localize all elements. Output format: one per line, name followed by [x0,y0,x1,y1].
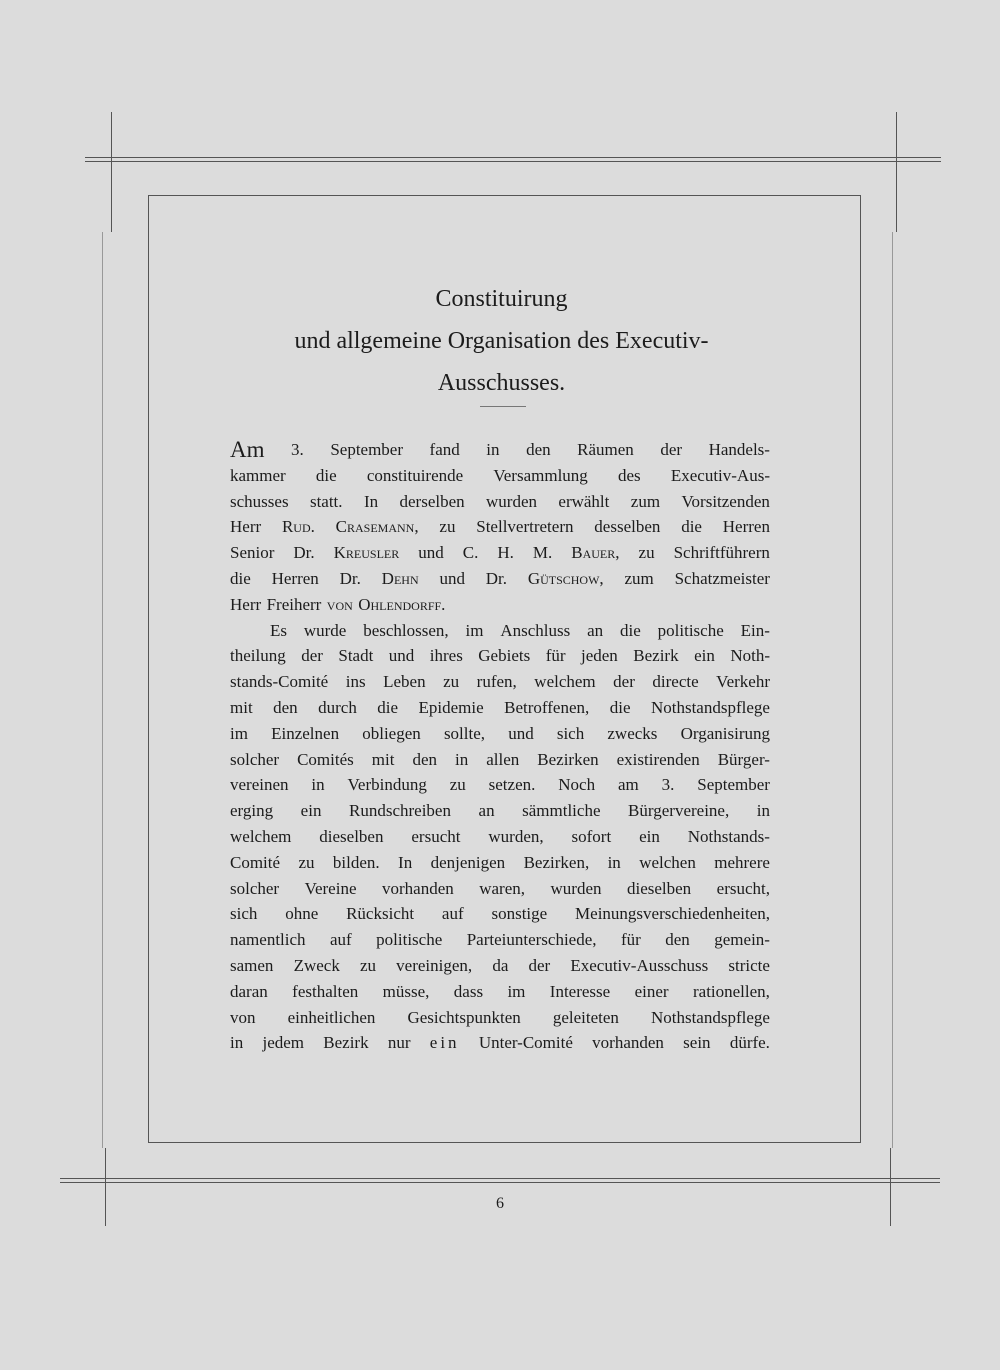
paragraph1-line-2 [230,463,770,489]
word: wurde [303,620,347,640]
word: müsse, [382,981,430,1001]
word: Nothstandspflege [650,697,770,717]
word: fand [429,440,460,459]
word: September [697,775,770,795]
word: sämmtliche [522,801,601,821]
paragraph1-line-6 [230,566,770,592]
word: Dehn [381,568,419,588]
word: den [665,930,690,950]
word: wurden, [488,826,544,846]
word: H. [497,543,514,563]
word: Dr. [293,543,315,563]
word: Räumen [577,440,634,459]
word: Gesichtspunkten [407,1007,521,1027]
word: Noth- [730,646,770,666]
word: Schriftführern [673,543,770,563]
paragraph2-line-16 [230,1005,770,1031]
word: Freiherr [266,594,322,614]
word: der [613,672,635,692]
word: sollte, [443,723,486,743]
chapter-title [200,278,803,404]
word: erwählt [558,491,610,511]
word: sich [556,723,585,743]
word: waren, [479,878,526,898]
word: sich [230,904,258,924]
word: in [607,852,621,872]
word: Herr [230,517,262,537]
word: Bürgervereine, [628,801,730,821]
word: Organisirung [680,723,770,743]
word: die [377,697,399,717]
word: bilden. [332,852,380,872]
word: M. [532,543,553,563]
word: Bauer, [571,543,620,563]
word: Stellvertretern [476,517,574,537]
word: politische [376,930,443,950]
word: auf [441,904,464,924]
right-top-vertical-rule [896,112,897,232]
word: erging [230,801,274,821]
word: stands-Comité [230,672,329,692]
word: ein [694,646,715,666]
word: ins [345,672,366,692]
word: nur [387,1033,411,1053]
word: Bezirk [633,646,679,666]
word: Dr. [339,568,361,588]
word: Schatzmeister [674,568,770,588]
word: für [620,930,641,950]
word: theilung [230,646,286,666]
word: zu [443,672,460,692]
word: solcher [230,749,280,769]
word: denjenigen [430,852,506,872]
word: vereinen [230,775,289,795]
word: obliegen [362,723,421,743]
word: ein [300,801,322,821]
word: Versammlung [493,465,588,485]
title-line-1: Constituirung [435,286,568,312]
word: Meinungsverschiedenheiten, [575,904,770,924]
bottom-rule-upper [60,1178,940,1179]
paragraph2-line-6 [230,747,770,773]
word: ersucht [411,826,461,846]
paragraph2-line-11 [230,876,770,902]
word: setzen. [488,775,536,795]
word: sofort [571,826,612,846]
word: Bezirk [323,1033,369,1053]
word: Bezirken [537,749,599,769]
word: statt. [309,491,343,511]
word: und [439,568,465,588]
left-top-vertical-rule [111,112,112,232]
word: welchen [639,852,696,872]
word: jeden [580,646,618,666]
word: der [528,955,551,975]
word: Rud. [281,517,315,537]
left-faint-vertical-rule [102,232,103,1148]
word: und [388,646,415,666]
title-line-3: Ausschusses. [437,370,566,396]
word: im [507,981,526,1001]
word: constituirende [366,465,464,485]
paragraph2-line-13 [230,927,770,953]
word: von [326,594,353,614]
word: daran [230,981,268,1001]
word: ersucht, [716,878,770,898]
word: mit [230,697,253,717]
word: Vereine [304,878,357,898]
word: Verbindung [347,775,427,795]
word: vorhanden [381,878,454,898]
word: Vorsitzenden [681,491,770,511]
word: durch [318,697,357,717]
paragraph2-line-8 [230,798,770,824]
word: Noch [558,775,596,795]
paragraph1-line-7 [230,592,770,618]
word: Ohlendorff. [358,594,446,614]
word: dieselben [319,826,384,846]
paragraph2-line-5 [230,721,770,747]
word: Einzelnen [271,723,340,743]
word: ohne [285,904,319,924]
word: in [756,801,770,821]
bottom-rule-lower [60,1182,940,1183]
word: September [330,440,404,459]
word: Gebiets [478,646,531,666]
word: C. [462,543,479,563]
word: die [620,620,641,640]
word: Ein- [740,620,770,640]
word: die [681,517,702,537]
word: namentlich [230,930,306,950]
word: Epidemie [418,697,484,717]
word: einheitlichen [287,1007,376,1027]
word: Senior [230,543,275,563]
word: directe [652,672,699,692]
word: welchem [230,826,292,846]
word: Gütschow, [527,568,604,588]
word: jedem [262,1033,305,1053]
word: im [465,620,484,640]
word: Executiv-Aus- [670,465,770,485]
word: den [273,697,298,717]
word: Dr. [485,568,507,588]
paragraph2-line-10 [230,850,770,876]
word: in [486,440,500,459]
word: gemein- [714,930,770,950]
word: geleiteten [552,1007,619,1027]
word: Bürger- [717,749,770,769]
word: Nothstands- [687,826,770,846]
word: Stadt [338,646,374,666]
word: zu [439,517,456,537]
word: ihres [429,646,463,666]
word: beschlossen, [363,620,449,640]
word: am [617,775,639,795]
word: politische [657,620,724,640]
word: dass [453,981,484,1001]
word: zum [630,491,661,511]
word: Bezirken, [523,852,590,872]
word: Herren [722,517,770,537]
word: auf [329,930,352,950]
word: rationellen, [692,981,770,1001]
paragraph1-line-4 [230,514,770,540]
paragraph2-line-17 [230,1030,770,1056]
word: allen [486,749,520,769]
word: kammer [230,465,286,485]
word: mit [371,749,395,769]
word: zu [638,543,655,563]
word: und [508,723,534,743]
word: Executiv-Ausschuss [570,955,709,975]
paragraph2-line-12 [230,901,770,927]
word: der [660,440,683,459]
top-rule-lower [85,161,941,162]
word: Leben [383,672,426,692]
word: die [609,697,631,717]
word: solcher [230,878,280,898]
body-text [230,437,770,1056]
word: 3. [291,440,304,459]
word: an [478,801,495,821]
word: zu [449,775,466,795]
word: Comités [297,749,354,769]
word: des [617,465,641,485]
word: für [545,646,566,666]
word: samen [230,955,274,975]
word: von [230,1007,256,1027]
word: Es [270,620,287,640]
word: Anschluss [500,620,571,640]
word: wurden [486,491,538,511]
word: Interesse [549,981,611,1001]
word: ein [429,1033,460,1053]
word: Rücksicht [346,904,415,924]
word: Herr [230,594,262,614]
word: Nothstandspflege [650,1007,770,1027]
word: mehrere [714,852,770,872]
paragraph1-line-3 [230,489,770,515]
word: die [230,568,251,588]
word: wurden [550,878,602,898]
word: In [363,491,379,511]
paragraph2-line-1 [230,618,770,644]
paragraph2-line-3 [230,669,770,695]
page-number: 6 [496,1195,504,1212]
paragraph2-line-2 [230,643,770,669]
word: 3. [661,775,675,795]
word: den [412,749,437,769]
word: in [230,1033,244,1053]
word: vorhanden [592,1033,664,1053]
word: Kreusler [333,543,400,563]
left-bottom-vertical-rule [105,1148,106,1226]
word: ein [639,826,660,846]
word: Rundschreiben [349,801,451,821]
paragraph2-line-14 [230,953,770,979]
word: welchem [534,672,596,692]
word: in [311,775,325,795]
word: den [526,440,551,459]
paragraph2-line-15 [230,979,770,1005]
word: Herren [271,568,319,588]
word: im [230,723,248,743]
word: Am [230,437,265,462]
word: Comité [230,852,281,872]
right-bottom-vertical-rule [890,1148,891,1226]
word: existirenden [616,749,700,769]
word: sein [683,1033,711,1053]
word: sonstige [491,904,548,924]
word: zum [624,568,654,588]
word: und [418,543,444,563]
top-rule-upper [85,157,941,158]
word: Betroffenen, [504,697,590,717]
word: Verkehr [716,672,770,692]
word: In [398,852,413,872]
paragraph2-line-9 [230,824,770,850]
word: die [315,465,337,485]
word: dieselben [626,878,692,898]
word: derselben [399,491,465,511]
paragraph2-line-7 [230,772,770,798]
word: dürfe. [729,1033,770,1053]
word: zwecks [607,723,658,743]
word: der [301,646,323,666]
word: Handels- [708,440,770,459]
word: Unter-Comité [478,1033,573,1053]
title-line-2: und allgemeine Organisation des Executiv- [294,328,709,354]
word: da [492,955,509,975]
word: einer [634,981,669,1001]
word: zu [359,955,377,975]
word: Crasemann, [335,517,419,537]
word: schusses [230,491,289,511]
word: in [454,749,469,769]
word: Parteiunterschiede, [466,930,597,950]
title-separator [480,406,526,407]
paragraph2-line-4 [230,695,770,721]
word: vereinigen, [396,955,473,975]
paragraph1-line-5 [230,540,770,566]
word: stricte [728,955,770,975]
word: festhalten [292,981,359,1001]
word: an [587,620,604,640]
paragraph1-line-1 [230,437,770,463]
right-faint-vertical-rule [892,232,893,1148]
word: rufen, [476,672,517,692]
word: desselben [594,517,661,537]
word: Zweck [293,955,340,975]
word: zu [298,852,315,872]
